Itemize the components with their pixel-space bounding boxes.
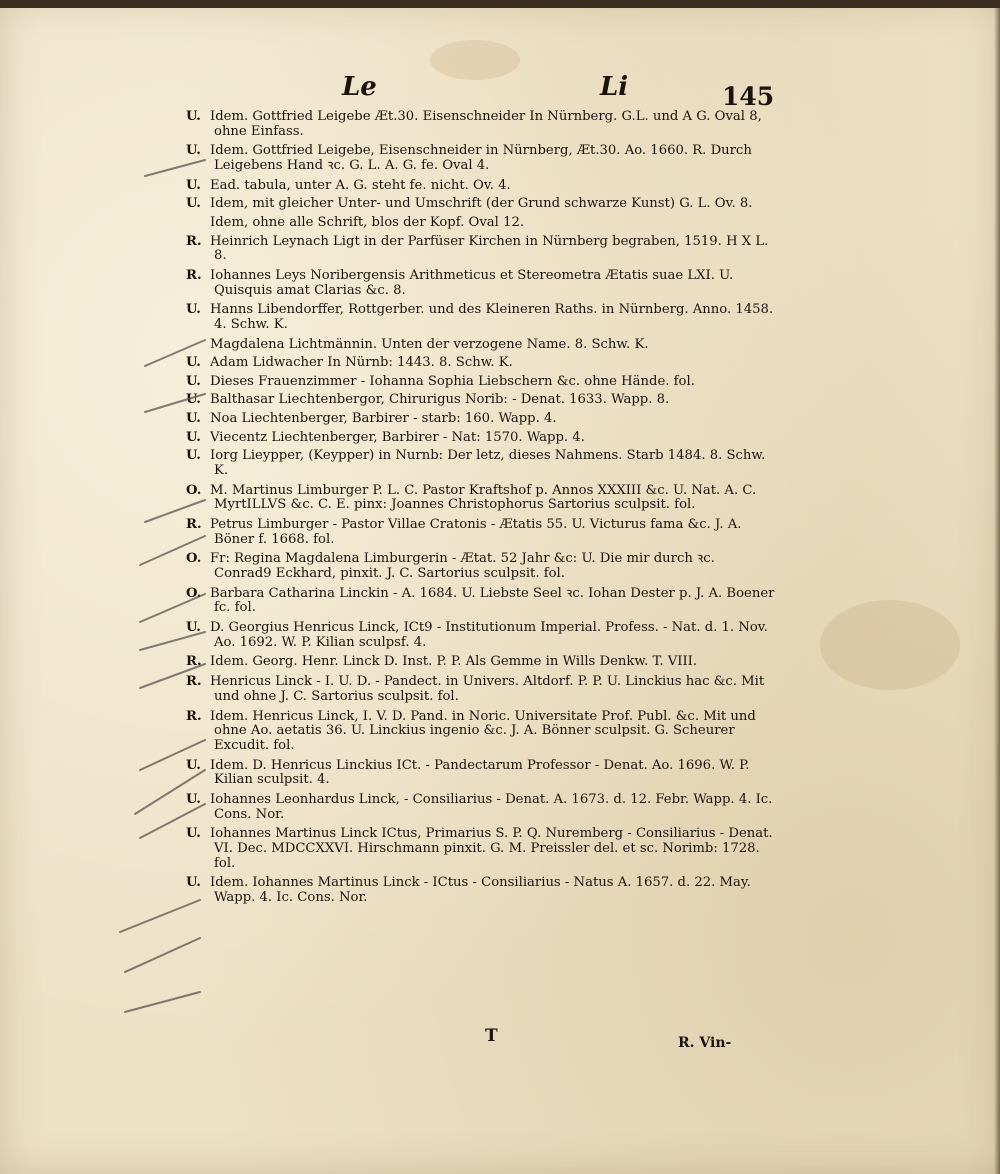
entry-mark: U. — [186, 620, 201, 636]
catalog-entry — [186, 621, 776, 650]
catalog-entry — [186, 655, 776, 670]
entry-text: Adam Lidwacher In Nürnb: 1443. 8. Schw. K. — [210, 355, 513, 371]
entry-mark: U. — [186, 355, 201, 371]
catchword: R. Vin- — [678, 1035, 732, 1051]
catalog-entry — [186, 587, 776, 616]
paper-stain — [820, 600, 960, 690]
entry-mark: U. — [186, 392, 201, 408]
entry-mark: R. — [186, 516, 202, 532]
catalog-entry — [186, 412, 776, 427]
catalog-entry — [186, 393, 776, 408]
entry-mark: U. — [186, 109, 201, 124]
catalog-entry — [186, 793, 776, 822]
entry-text: Iohannes Leys Noribergensis Arithmeticus et Stereometra Ætatis suae LXI. U. Quisquis amat Clarias &c. 8. — [210, 267, 734, 298]
entry-text: D. Georgius Henricus Linck, ICt9 - Institutionum Imperial. Profess. - Nat. d. 1. Nov. Ao. 1692. W. P. Kilian sculpsf. 4. — [210, 620, 768, 650]
entry-text: Fr: Regina Magdalena Limburgerin - Ætat. 52 Jahr &c: U. Die mir durch ꝛc. Conrad9 Eckhard, pinxit. J. C. Sartorius sculpsit. fol. — [210, 551, 715, 581]
catalog-entry — [186, 552, 776, 581]
entry-text: Idem. Henricus Linck, I. V. D. Pand. in Noric. Universitate Prof. Publ. &c. Mit und ohne Ao. aetatis 36. U. Linckius ingenio &c. J. A. Bönner sculpsit. G. Scheurer Excudit. fol. — [210, 708, 756, 753]
entry-mark: U. — [186, 373, 201, 389]
entry-text: Viecentz Liechtenberger, Barbirer - Nat: 1570. Wapp. 4. — [210, 429, 585, 445]
entry-mark: U. — [186, 143, 201, 159]
page-right-edge — [994, 0, 1000, 1174]
header-middle: Li — [600, 72, 629, 102]
entry-text: Balthasar Liechtenbergor, Chirurigus Norib: - Denat. 1633. Wapp. 8. — [210, 392, 670, 408]
catalog-entry — [186, 759, 776, 788]
pencil-tick — [125, 992, 200, 1012]
catalog-entry — [186, 338, 776, 353]
entry-text: Dieses Frauenzimmer - Iohanna Sophia Liebschern &c. ohne Hände. fol. — [210, 373, 695, 389]
entry-mark: U. — [186, 411, 201, 427]
entry-text: Henricus Linck - I. U. D. - Pandect. in Univers. Altdorf. P. P. U. Linckius hac &c. Mit und ohne J. C. Sartorius sculpsit. fol. — [210, 674, 765, 704]
entry-mark: R. — [186, 708, 202, 724]
entry-text: Heinrich Leynach Ligt in der Parfüser Kirchen in Nürnberg begraben, 1519. H X L. 8. — [210, 233, 769, 264]
page-number: 145 — [722, 82, 775, 111]
entry-mark: U. — [186, 177, 201, 193]
signature-mark: T — [485, 1026, 498, 1046]
catalog-entry — [186, 876, 776, 905]
catalog-entry — [186, 675, 776, 704]
pencil-tick — [125, 938, 200, 972]
catalog-entry — [186, 431, 776, 446]
catalog-entry — [186, 484, 776, 513]
entry-mark: U. — [186, 826, 201, 842]
entry-mark: U. — [186, 429, 201, 445]
entry-mark: R. — [186, 654, 202, 670]
entry-mark: O. — [186, 551, 202, 567]
catalog-entry — [186, 110, 776, 139]
entry-text: Hanns Libendorffer, Rottgerber. und des Kleineren Raths. in Nürnberg. Anno. 1458. 4. Schw. K. — [210, 302, 774, 332]
catalog-entries — [186, 110, 776, 911]
catalog-entry — [186, 518, 776, 547]
entry-text: Iorg Lieypper, (Keypper) in Nurnb: Der letz, dieses Nahmens. Starb 1484. 8. Schw. K. — [210, 448, 766, 478]
catalog-entry — [186, 449, 776, 478]
catalog-entry — [186, 197, 776, 212]
entry-text: Petrus Limburger - Pastor Villae Cratonis - Ætatis 55. U. Victurus fama &c. J. A. Böner f. 1668. fol. — [210, 516, 742, 547]
entry-mark: U. — [186, 302, 201, 318]
catalog-entry — [186, 710, 776, 754]
entry-mark: O. — [186, 482, 202, 498]
entry-text: Iohannes Martinus Linck ICtus, Primarius S. P. Q. Nuremberg - Consiliarius - Denat. VI. Dec. MDCCXXVI. Hirschmann pinxit. G. M. Preissler del. et sc. Norimb: 1728. fol. — [210, 826, 773, 871]
entry-mark: R. — [186, 233, 202, 249]
entry-mark: U. — [186, 791, 201, 807]
catalog-entry — [186, 269, 776, 298]
catalog-entry — [186, 179, 776, 194]
entry-text: Barbara Catharina Linckin - A. 1684. U. Liebste Seel ꝛc. Iohan Dester p. J. A. Boener fc. fol. — [210, 585, 775, 616]
header-left: Le — [342, 72, 377, 102]
catalog-entry — [186, 827, 776, 871]
catalog-entry — [186, 303, 776, 332]
catalog-entry — [186, 235, 776, 264]
entry-text: Iohannes Leonhardus Linck, - Consiliarius - Denat. A. 1673. d. 12. Febr. Wapp. 4. Ic. Cons. Nor. — [210, 791, 773, 822]
catalog-entry — [186, 216, 776, 231]
entry-mark: U. — [186, 448, 201, 464]
catalog-entry — [186, 356, 776, 371]
page-top-edge — [0, 0, 1000, 8]
running-header — [0, 72, 1000, 112]
catalog-entry — [186, 144, 776, 173]
entry-text: Ead. tabula, unter A. G. steht fe. nicht. Ov. 4. — [210, 177, 511, 193]
entry-text: Idem. Gottfried Leigebe Æt.30. Eisenschneider In Nürnberg. G.L. und A G. Oval 8, ohne Einfass. — [210, 109, 762, 139]
entry-mark: U. — [186, 196, 201, 212]
entry-mark: U. — [186, 757, 201, 773]
entry-text: Idem, ohne alle Schrift, blos der Kopf. Oval 12. — [210, 214, 525, 230]
catalog-entry — [186, 375, 776, 390]
entry-mark: R. — [186, 674, 202, 690]
entry-text: M. Martinus Limburger P. L. C. Pastor Kraftshof p. Annos XXXIII &c. U. Nat. A. C. MyrtILLVS &c. C. E. pinx: Joannes Christophorus Sartorius sculpsit. fol. — [210, 482, 757, 513]
entry-text: Magdalena Lichtmännin. Unten der verzogene Name. 8. Schw. K. — [210, 336, 649, 352]
entry-text: Noa Liechtenberger, Barbirer - starb: 160. Wapp. 4. — [210, 411, 557, 427]
entry-mark: O. — [186, 585, 202, 601]
entry-text: Idem, mit gleicher Unter- und Umschrift (der Grund schwarze Kunst) G. L. Ov. 8. — [210, 196, 753, 212]
entry-text: Idem. Gottfried Leigebe, Eisenschneider in Nürnberg, Æt.30. Ao. 1660. R. Durch Leigebens Hand ꝛc. G. L. A. G. fe. Oval 4. — [210, 143, 752, 173]
entry-text: Idem. Iohannes Martinus Linck - ICtus - Consiliarius - Natus A. 1657. d. 22. May. Wapp. 4. Ic. Cons. Nor. — [210, 875, 751, 905]
entry-text: Idem. Georg. Henr. Linck D. Inst. P. P. Als Gemme in Wills Denkw. T. VIII. — [210, 654, 698, 670]
entry-mark: U. — [186, 875, 201, 891]
entry-text: Idem. D. Henricus Linckius ICt. - Pandectarum Professor - Denat. Ao. 1696. W. P. Kilian sculpsit. 4. — [210, 757, 750, 788]
entry-mark: R. — [186, 267, 202, 283]
